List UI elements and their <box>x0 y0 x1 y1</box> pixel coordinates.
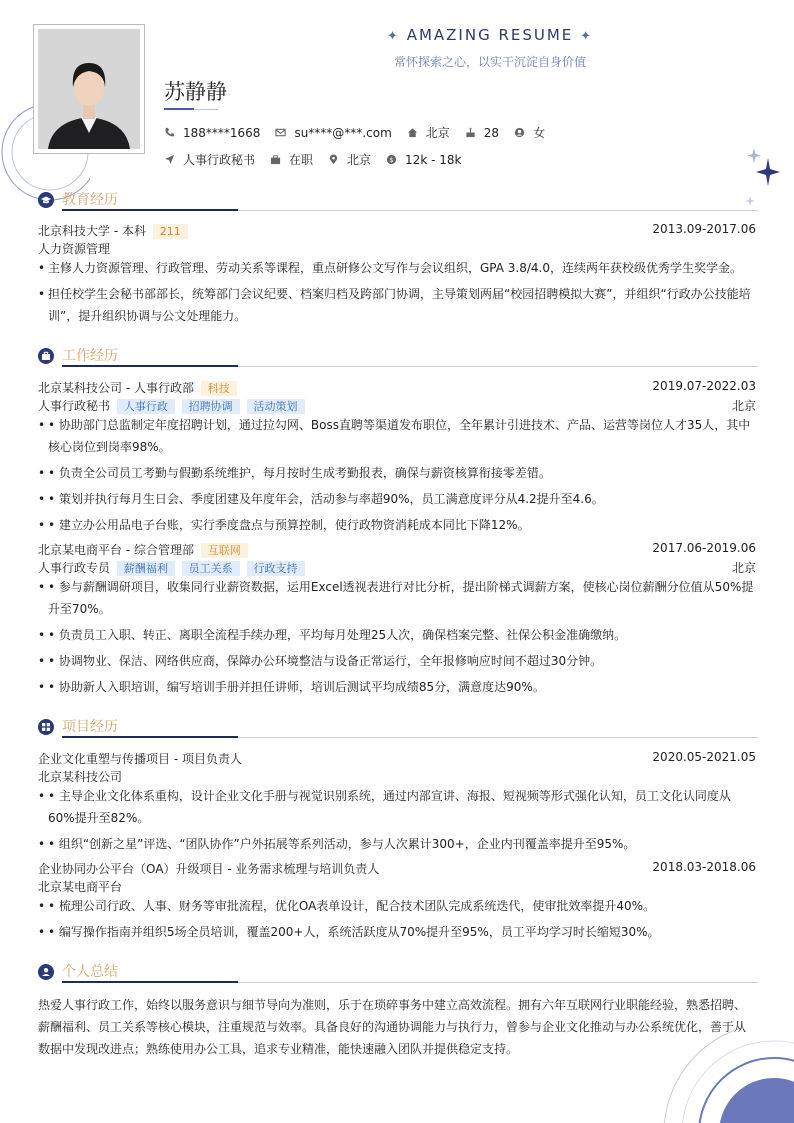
school-badge: 211 <box>153 224 188 239</box>
section-underline <box>62 981 238 983</box>
gender-icon <box>514 127 525 138</box>
salary-icon <box>386 154 397 165</box>
skill-tag: 招聘协调 <box>182 399 240 414</box>
skill-tag: 人事行政 <box>117 399 175 414</box>
briefcase-icon <box>38 348 54 364</box>
job-target-text: 人事行政秘书 <box>183 153 256 167</box>
email-text: su****@***.com <box>294 125 392 140</box>
school-name: 北京科技大学 - 本科 <box>38 224 146 238</box>
profile-photo <box>38 29 140 149</box>
brand-header <box>380 26 600 70</box>
list-item: • • 编写操作指南并组织5场全员培训，覆盖200+人，系统活跃度从70%提升至95%，员工平均学习时长缩短30%。 <box>38 921 756 943</box>
home-icon <box>407 127 418 138</box>
skill-tag: 行政支持 <box>247 561 305 576</box>
list-item: • 主修人力资源管理、行政管理、劳动关系等课程，重点研修公文写作与会议组织，GPA 3.8/4.0，连续两年获校级优秀学生奖学金。 <box>38 257 756 279</box>
job-position-row <box>38 559 756 576</box>
project-org: 北京某科技公司 <box>38 770 123 784</box>
send-icon <box>164 154 175 165</box>
section-divider <box>238 366 758 367</box>
skill-tag: 员工关系 <box>182 561 240 576</box>
job-period: 2019.07-2022.03 <box>652 379 756 393</box>
sparkle-icon: ✦ <box>580 29 593 44</box>
company-name: 北京某电商平台 - 综合管理部 <box>38 543 194 557</box>
list-item: • • 梳理公司行政、人事、财务等审批流程，优化OA表单设计，配合技术团队完成系统迭代，使审批效率提升40%。 <box>38 895 756 917</box>
section-divider <box>238 737 758 738</box>
education-period: 2013.09-2017.06 <box>652 222 756 236</box>
job-period: 2017.06-2019.06 <box>652 541 756 555</box>
education-entry-header <box>38 222 756 239</box>
cake-icon <box>465 127 476 138</box>
name-underline-light <box>194 109 218 110</box>
company-name: 北京某科技公司 - 人事行政部 <box>38 381 194 395</box>
job-city: 北京 <box>731 399 756 413</box>
projects-section-header <box>38 716 758 738</box>
name-underline <box>164 108 194 110</box>
section-title: 项目经历 <box>62 719 118 735</box>
job-entry-header <box>38 541 756 558</box>
list-item: • • 负责全公司员工考勤与假勤系统维护，每月按时生成考勤报表，确保与薪资核算衔接零差错。 <box>38 462 756 484</box>
briefcase-icon <box>270 154 281 165</box>
skill-tag: 薪酬福利 <box>117 561 175 576</box>
salary-text: 12k - 18k <box>405 152 462 167</box>
status-text: 在职 <box>289 153 314 167</box>
work-section-header <box>38 345 758 367</box>
project-entry-header <box>38 860 756 877</box>
section-underline <box>62 209 238 211</box>
target-city-text: 北京 <box>347 153 372 167</box>
profile-photo-frame <box>33 24 145 154</box>
brand-subtitle: 常怀探索之心，以实干沉淀自身价值 <box>393 55 586 69</box>
section-title: 个人总结 <box>62 964 118 980</box>
contact-row <box>164 124 560 141</box>
list-item: • • 参与薪酬调研项目，收集同行业薪资数据，运用Excel透视表进行对比分析，提出阶梯式调薪方案，使核心岗位薪酬分位值从50%提升至70%。 <box>38 576 756 620</box>
section-divider <box>238 210 758 211</box>
svg-text:$: $ <box>389 155 394 164</box>
section-divider <box>238 982 758 983</box>
list-item: • • 协助部门总监制定年度招聘计划，通过拉勾网、Boss直聘等渠道发布职位，全年累计引进技术、产品、运营等岗位人才35人，其中核心岗位到岗率98%。 <box>38 414 756 458</box>
project-name: 企业协同办公平台（OA）升级项目 - 业务需求梳理与培训负责人 <box>38 862 380 876</box>
section-title: 教育经历 <box>62 192 118 208</box>
project-org: 北京某电商平台 <box>38 880 123 894</box>
gender-text: 女 <box>533 126 546 140</box>
industry-badge: 科技 <box>201 381 237 396</box>
section-underline <box>62 736 238 738</box>
phone-text: 188****1668 <box>183 125 261 140</box>
location-pin-icon <box>328 154 339 165</box>
age-text: 28 <box>483 125 500 140</box>
candidate-name: 苏静静 <box>164 80 227 104</box>
section-title: 工作经历 <box>62 348 118 364</box>
user-icon <box>38 964 54 980</box>
project-name: 企业文化重塑与传播项目 - 项目负责人 <box>38 752 242 766</box>
project-period: 2018.03-2018.06 <box>652 860 756 874</box>
email-icon <box>275 127 286 138</box>
phone-icon <box>164 127 175 138</box>
list-item: • • 协调物业、保洁、网络供应商，保障办公环境整洁与设备正常运行，全年报修响应时间不超过30分钟。 <box>38 650 756 672</box>
grid-icon <box>38 719 54 735</box>
job-position-row <box>38 397 756 414</box>
industry-badge: 互联网 <box>201 543 248 558</box>
job-entry-header <box>38 379 756 396</box>
list-item: • • 策划并执行每月生日会、季度团建及年度年会，活动参与率超90%，员工满意度评分从4.2提升至4.6。 <box>38 488 756 510</box>
education-section-header <box>38 189 758 211</box>
project-entry-header <box>38 750 756 767</box>
brand-title <box>380 26 600 44</box>
location-text: 北京 <box>425 126 450 140</box>
list-item: • • 建立办公用品电子台账，实行季度盘点与预算控制，使行政物资消耗成本同比下降12%。 <box>38 514 756 536</box>
position-title: 人事行政专员 <box>38 561 111 575</box>
list-item: • • 主导企业文化体系重构，设计企业文化手册与视觉识别系统，通过内部宣讲、海报、短视频等形式强化认知，员工文化认同度从60%提升至82%。 <box>38 785 756 829</box>
major: 人力资源管理 <box>38 242 111 256</box>
skill-tag: 活动策划 <box>247 399 305 414</box>
sparkle-icon: ✦ <box>387 29 400 44</box>
list-item: • • 组织“创新之星”评选、“团队协作”户外拓展等系列活动，参与人次累计300+，企业内刊覆盖率提升至95%。 <box>38 833 756 855</box>
project-period: 2020.05-2021.05 <box>652 750 756 764</box>
graduation-cap-icon <box>38 192 54 208</box>
section-underline <box>62 365 238 367</box>
job-city: 北京 <box>731 561 756 575</box>
position-title: 人事行政秘书 <box>38 399 111 413</box>
list-item: • 担任校学生会秘书部部长，统筹部门会议纪要、档案归档及跨部门协调，主导策划两届“校园招聘模拟大赛”，并组织“行政办公技能培训”，提升组织协调与公文处理能力。 <box>38 283 756 327</box>
job-intent-row <box>164 151 476 168</box>
brand-title-text: AMAZING RESUME <box>406 26 574 44</box>
summary-section-header <box>38 961 758 983</box>
summary-text: 热爱人事行政工作，始终以服务意识与细节导向为准则，乐于在琐碎事务中建立高效流程。拥有六年互联网行业职能经验，熟悉招聘、薪酬福利、员工关系等核心模块，注重规范与效率。具备良好的沟通协调能力与执行力，曾参与企业文化推动与办公系统优化，善于从数据中发现改进点；熟练使用办公工具，追求专业精准，能快速融入团队并提供稳定支持。 <box>38 998 747 1056</box>
list-item: • • 负责员工入职、转正、离职全流程手续办理，平均每月处理25人次，确保档案完整、社保公积金准确缴纳。 <box>38 624 756 646</box>
list-item: • • 协助新人入职培训，编写培训手册并担任讲师，培训后测试平均成绩85分，满意度达90%。 <box>38 676 756 698</box>
